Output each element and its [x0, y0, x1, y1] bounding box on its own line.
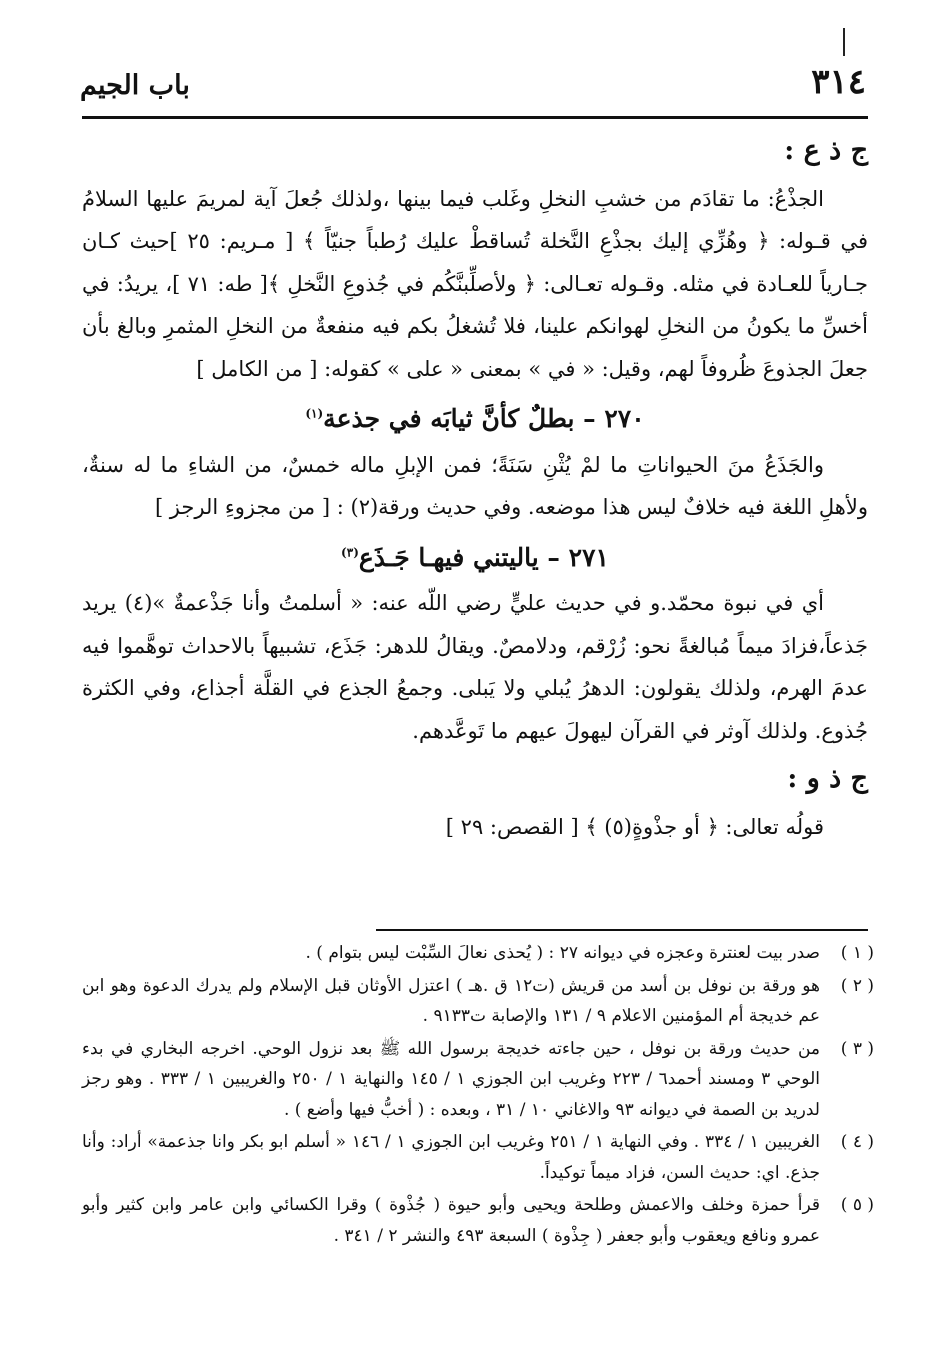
- footnote-number: ( ٤ ): [840, 1132, 874, 1152]
- entry-paragraph: الجذْعُ: ما تقادَم من خشبِ النخلِ وغَلب فيما بينها ،ولذلك جُعلَ آية لمريمَ عليها السلامُ في قـوله: ﴿ وهُزِّي إليك بجذْعِ النَّخلة تُساقطْ عليك رُطباً جنيّاً ﴾ [ مـريم: ٢٥ ]حيث كـان جـارياً للعـادة في مثله. وقـوله تعـالى: ﴿ ولأصلِّبنَّكُم في جُذوعِ النَّخلِ ﴾[ طه: ٧١ ]، يريدُ: في أخسِّ ما يكونُ من النخلِ لهوانكم علينا، فلا تُشغلُ بكم فيه منفعةٌ من النخلِ المثمرِ وبالغ بأن جعلَ الجذوعَ ظُروفاً لهم، وقيل: « في » بمعنى « على » كقوله: [ من الكامل ]: [82, 186, 868, 381]
- footnote-text: هو ورقة بن نوفل بن أسد من قريش (ت١٢ ق .هـ ) اعتزل الأوثان قبل الإسلام ولم يدرك الدعوة وهو ابن عم خديجة أم المؤمنين الاعلام ٩ / ١٣١ والإصابة ت٩١٣٣ .: [82, 975, 821, 1026]
- footnote-item: [82, 1034, 874, 1126]
- entry-paragraph: أي في نبوة محمّد.و في حديث عليٍّ رضي اللّه عنه: « أسلمتُ وأنا جَذْعمةٌ »(٤) يريد جَذعاً،فزادَ ميماً مُبالغةً نحو: زُرْقم، ودلامصٌ. ويقالُ للدهر: جَذَع، تشبيهاً بالاحداث توهَّموا فيه عدمَ الهرم، ولذلك يقولون: الدهرُ يُبلي ولا يَبلى. وجمعُ الجذع في القلَّة أجذاع، وفي الكثرة جُذوع. ولذلك آوثر في القرآن ليهولَ عيهم ما تَوعَّدهم.: [82, 591, 868, 743]
- footnote-number: ( ٥ ): [840, 1195, 874, 1215]
- chapter-title: باب الجيم: [80, 70, 190, 101]
- page-number: ٣١٤: [811, 62, 866, 102]
- margin-mark: [843, 28, 845, 56]
- verse-text: ٢٧١ – ياليتني فيهـا جَـذَع: [358, 542, 609, 572]
- footnote-text: قرأ حمزة وخلف والاعمش وطلحة ويحيى وأبو حيوة ( جُذْوة ) وقرا الكسائي وابن عامر وابن كثير وأبو عمرو ونافع ويعقوب وأبو جعفر ( جِذْوة ) السبعة ٤٩٣ والنشر ٢ / ٣٤١ .: [82, 1195, 820, 1246]
- entry-heading-jdh-ain: ج ذ ع :: [784, 135, 868, 166]
- footnote-text: صدر بيت لعنترة وعجزه في ديوانه ٢٧ : ( يُحذى نعالَ السِّبْت ليس بتوام ) .: [305, 943, 820, 963]
- footnote-number: ( ١ ): [840, 943, 874, 963]
- footnote-number: ( ٢ ): [840, 975, 874, 996]
- main-text: [82, 124, 868, 848]
- verse-heading-271: [82, 539, 868, 577]
- verse-footnote-ref: (٣): [341, 545, 359, 560]
- footnotes: [82, 938, 874, 1253]
- header-rule: [82, 116, 868, 119]
- verse-text: ٢٧٠ – بطلٌ كأنَّ ثيابَه في جذعة: [323, 404, 645, 434]
- footnote-rule: [376, 929, 868, 931]
- footnote-item: [82, 1127, 874, 1188]
- footnote-item: [82, 1190, 874, 1251]
- footnote-text: من حديث ورقة بن نوفل ، حين جاءته خديجة برسول الله ﷺ بعد نزول الوحي. اخرجه البخاري في بدء الوحي ٣ ومسند أحمد٦ / ٢٢٣ وغريب ابن الجوزي ١ / ١٤٥ والنهاية ١ / ٢٥٠ والغريبين ١ / ٣٣٣ . وهو رجز لدريد بن الصمة في ديوانه ٩٣ والاغاني ١٠ / ٣١ ، وبعده : ( أخبُّ فيها وأضع ) .: [82, 1038, 820, 1120]
- quran-quote: قولُه تعالى: ﴿ أو جذْوةٍ(٥) ﴾ [ القصص: ٢٩ ]: [445, 815, 824, 840]
- page-header: [80, 62, 866, 114]
- footnote-item: [82, 971, 874, 1032]
- footnote-text: الغريبين ١ / ٣٣٤ . وفي النهاية ١ / ٢٥١ وغريب ابن الجوزي ١ / ١٤٦ « أسلم ابو بكر وانا جذعمة» أراد: وأنا جذع. اي: حديث السن، فزاد ميماً توكيداً.: [82, 1132, 820, 1183]
- entry-heading-jdh-waw: ج ذ و :: [787, 763, 868, 795]
- footnote-item: [82, 938, 874, 969]
- entry-paragraph: والجَذَعُ منَ الحيواناتِ ما لمْ يُثْنِ سَنَةً؛ فمن الإبلِ ماله خمسٌ، من الشاءِ ما له سنةٌ، ولأهلِ اللغة فيه خلافٌ ليس هذا موضعه. وفي حديث ورقة(٢) : [ من مجزوءِ الرجز ]: [82, 452, 868, 520]
- footnote-number: ( ٣ ): [840, 1038, 874, 1059]
- verse-footnote-ref: (١): [305, 406, 324, 421]
- verse-heading-270: [82, 400, 868, 438]
